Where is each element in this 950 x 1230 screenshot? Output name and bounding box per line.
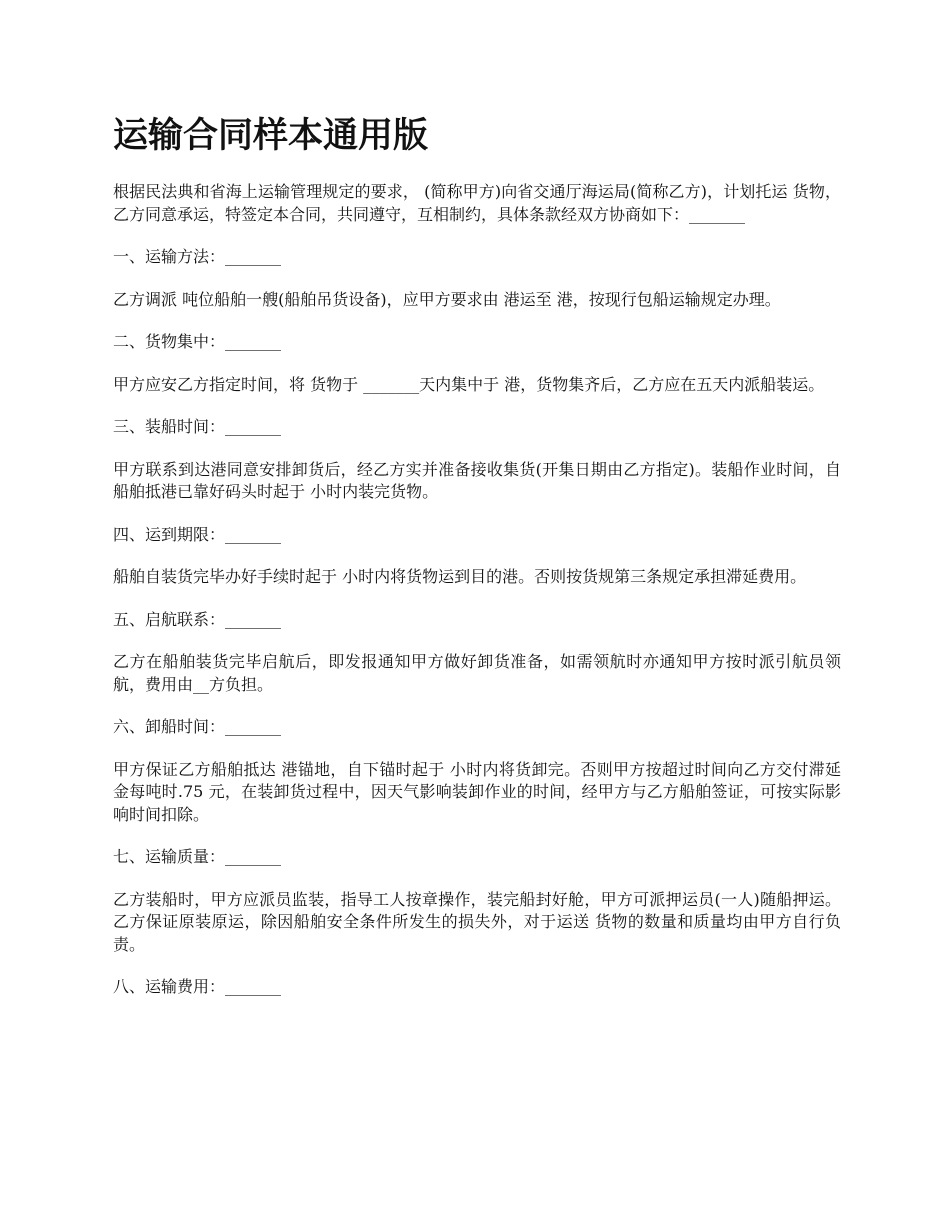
section-3-body: 甲方联系到达港同意安排卸货后，经乙方实并准备接收集货(开集日期由乙方指定)。装船作业时间，自船舶抵港已靠好码头时起于 小时内装完货物。 <box>113 459 841 501</box>
section-8-heading: 八、运输费用：_______ <box>113 977 282 996</box>
section-4-body: 船舶自装货完毕办好手续时起于 小时内将货物运到目的港。否则按货规第三条规定承担滞延费用。 <box>113 567 807 586</box>
section-2-body: 甲方应安乙方指定时间，将 货物于 _______天内集中于 港，货物集齐后，乙方应在五天内派船装运。 <box>113 374 825 394</box>
section-7-heading: 七、运输质量：_______ <box>113 847 282 866</box>
section-2-heading: 二、货物集中：_______ <box>113 332 282 351</box>
document-page <box>113 112 841 1019</box>
section-7-body: 乙方装船时，甲方应派员监装，指导工人按章操作，装完船封好舱，甲方可派押运员(一人)随船押运。乙方保证原装原运，除因船舶安全条件所发生的损失外，对于运送 货物的数量和质量均由甲方自行负责。 <box>113 889 841 954</box>
intro-paragraph: 根据民法典和省海上运输管理规定的要求， (简称甲方)向省交通厅海运局(简称乙方)，计划托运 货物，乙方同意承运，特签定本合同，共同遵守，互相制约，具体条款经双方协商如下：_______ <box>113 182 841 224</box>
section-6-body: 甲方保证乙方船舶抵达 港锚地，自下锚时起于 小时内将货卸完。否则甲方按超过时间向乙方交付滞延金每吨时.75 元，在装卸货过程中，因天气影响装卸作业的时间，经甲方与乙方船舶签证，可按实际影响时间扣除。 <box>113 759 841 824</box>
section-5-heading: 五、启航联系：_______ <box>113 609 282 629</box>
section-1-heading: 一、运输方法：_______ <box>113 247 282 266</box>
document-title: 运输合同样本通用版 <box>113 116 429 156</box>
section-4-heading: 四、运到期限：_______ <box>113 524 282 544</box>
section-5-body: 乙方在船舶装货完毕启航后，即发报通知甲方做好卸货准备，如需领航时亦通知甲方按时派引航员领航，费用由__方负担。 <box>113 652 841 694</box>
section-6-heading: 六、卸船时间：_______ <box>113 717 282 736</box>
section-3-heading: 三、装船时间：_______ <box>113 417 282 436</box>
section-1-body: 乙方调派 吨位船舶一艘(船舶吊货设备)，应甲方要求由 港运至 港，按现行包船运输规定办理。 <box>113 289 781 309</box>
